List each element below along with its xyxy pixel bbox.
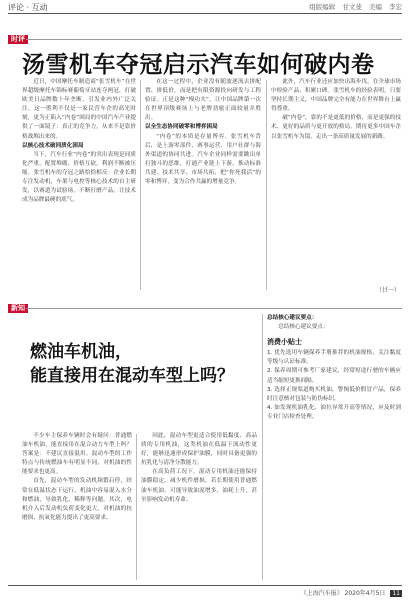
editor-credits — [304, 2, 402, 11]
page-number: 11 — [392, 590, 400, 597]
tip-item: 4. 如发现机油乳化、油位异常升高等情况，应及时到专业门店检查处理。 — [267, 404, 401, 420]
tip-item: 1. 优先选用车辆保养手册推荐的机油规格，关注黏度等级与认证标准。 — [267, 350, 401, 366]
article2-tag: 新知 — [8, 304, 28, 313]
article1-subheading: 以全生态协同破零和博弈困局 — [145, 124, 218, 131]
designer-label: 美编 — [368, 3, 382, 11]
article1-tag-rule — [26, 39, 402, 40]
article2-paragraph: 总结核心建议要点： — [278, 324, 329, 331]
article2-paragraph: 因此，混动车型更适合使用低黏度、高品质的专用机油，这类机油在低温下流动性更好，能够迅速形成保护油膜，同时具备更强的抗乳化与清净分散能力。 — [141, 433, 257, 467]
issue-date: 2020年4月5日 — [344, 590, 386, 597]
article2-paragraph: 不少车主保养车辆时会有疑问：普通燃油车机油，能直接用在混合动力车型上吗？答案是：不建议直接混用。混动车型的工作特点与传统燃油车有明显不同，对机油的性能要求也更高。 — [22, 433, 132, 476]
editor-label: 组版编辑 — [309, 3, 336, 11]
article1-subheading: 以核心技术破同质化困局 — [22, 142, 84, 149]
article1-column-1 — [22, 78, 136, 292]
section-header: 评论 · 互动 — [8, 3, 48, 12]
column-divider — [136, 434, 137, 580]
article1-paragraph: 在这一过程中，企业没有随波逐流去拼配置、拼低价，而是把有限资源投向研发与工程验证。正是这种“慢功夫”，让中国品牌第一次在世界顶级赛场上与老牌劲旅正面较量并胜出。 — [145, 79, 261, 122]
article1-column-3 — [271, 78, 401, 282]
column-divider — [266, 80, 267, 290]
article2-title-line-2: 能直接用在混动车型上吗？ — [30, 366, 234, 386]
paper-name: 《上海汽车报》 — [300, 590, 343, 597]
article2-column-1 — [22, 432, 132, 580]
top-rule — [8, 13, 402, 14]
article1-paragraph: 近日，中国摩托车制造商“张雪机车”在世界超级摩托车锦标赛葡萄牙站连夺两冠，打破欧美日品牌数十年垄断，引发业内外广泛关注。这一胜利不仅是一家民营车企的高光时刻，更为正陷入“内卷”困局的中国汽车产业提供了一面镜子：真正的竞争力，从来不是靠价格战堆出来的。 — [22, 79, 136, 140]
column-divider — [140, 80, 141, 290]
article2-title-line-1: 燃油车机油， — [30, 342, 132, 362]
tips-heading: 消费小贴士 — [267, 338, 302, 347]
editor-name: 甘文斐 — [342, 3, 362, 11]
article1-paragraph: 当下，汽车行业“内卷”的突出表现是同质化严重，配置堆砌、价格互砍，利润不断被压缩。张雪机车的夺冠之路恰恰相反：企业长期专注发动机、车架与电控等核心技术的自主研发，以赛道为试验场，不断打磨产品，让技术成为品牌最硬的底气。 — [22, 151, 136, 204]
article2-paragraph: 首先，混动车型的发动机频繁启停，经常在低温状态下运行，机油中容易混入水分和燃油，导致乳化、稀释等问题。其次，电机介入后发动机负荷变化更大，对机油的抗磨损、抗氧化能力提出了更高要求。 — [22, 478, 132, 521]
article1-title: 汤雪机车夺冠启示汽车如何破内卷 — [22, 52, 375, 78]
tip-item: 3. 选择正规渠道购买机油，警惕低价假冒产品，保养时注意核对包装与防伪标识。 — [267, 386, 401, 402]
article1-author: （甘一） — [375, 287, 400, 294]
designer-name: 李宏 — [389, 3, 402, 11]
article1-tag: 时评 — [8, 35, 28, 44]
tip-item: 2. 保养周期可参考厂家建议，经常短途行驶的车辆应适当缩短更换间隔。 — [267, 368, 401, 384]
article2-title — [30, 340, 255, 388]
column-divider — [262, 314, 263, 580]
page-footer — [301, 588, 402, 597]
article1-paragraph: 破“内卷”，靠的不是更低的价格，而是更强的技术、更好的品质与更开放的格局。期待更多中国车企以张雪机车为镜，走出一条高质量发展的新路。 — [271, 115, 401, 140]
article2-author-line: 总结核心建议要点： — [267, 315, 318, 321]
article1-paragraph: 此外，汽车行业还应加快出海步伐，在全球市场中检验产品、积累口碑。张雪机车的经验表明，只要坚持长期主义，中国品牌完全有能力在世界舞台上赢得尊重。 — [271, 79, 401, 113]
article2-column-3 — [267, 314, 401, 580]
article2-column-2 — [141, 432, 257, 580]
footer-rule — [8, 585, 402, 586]
article1-paragraph: “内卷”的本质是存量博弈。张雪机车背后，是上游零部件、赛事运营、用户社群与海外渠道的协同共进。汽车企业同样需要跳出单打独斗的思维，打通产业链上下游，推动标准共建、技术共享、市场共拓，把“你死我活”的零和博弈，变为合作共赢的增量竞争。 — [145, 133, 261, 186]
article2-tag-rule — [26, 308, 402, 309]
article2-paragraph: 在高负荷工况下，混动专用机油还能保持油膜稳定，减少机件磨损。若长期使用普通燃油车机油，可能导致油泥增多、油耗上升，甚至影响发动机寿命。 — [141, 469, 257, 503]
article1-column-2 — [145, 78, 261, 292]
